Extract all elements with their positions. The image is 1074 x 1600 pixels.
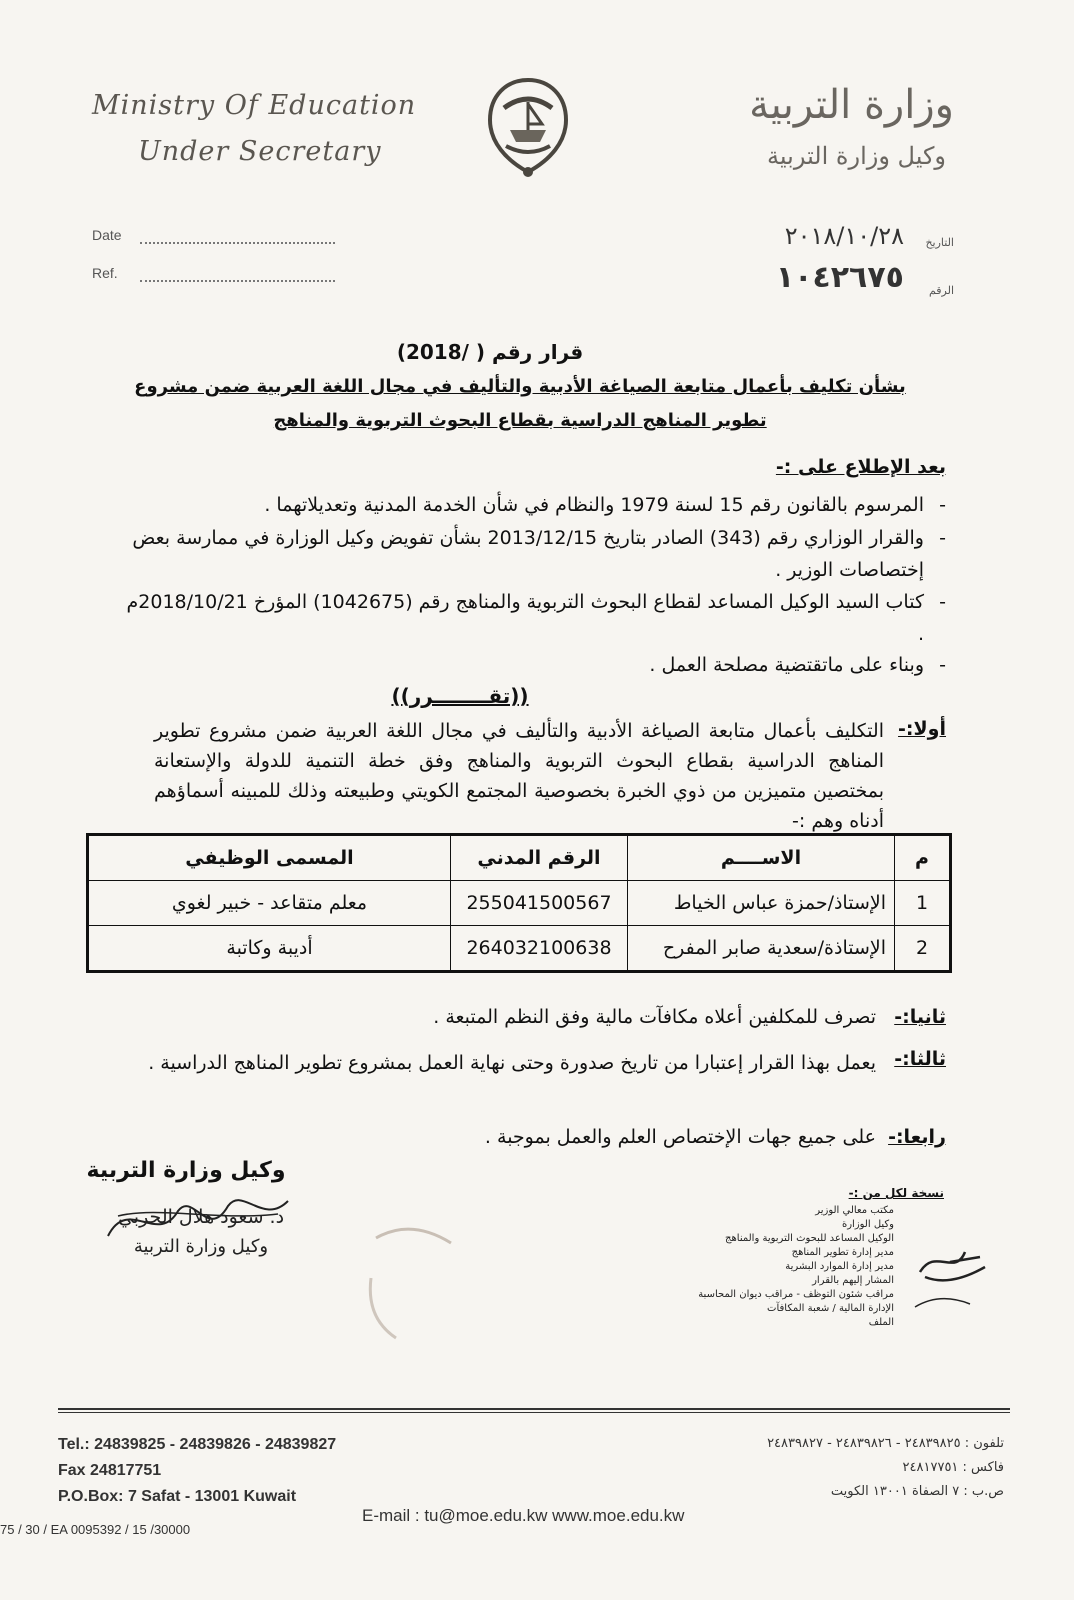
footer-divider-thin [58,1412,1010,1413]
date-label-ar: التاريخ [925,237,954,249]
table-header-row [88,835,951,881]
ref-dotted-line [140,280,335,282]
footer-pobox-en: P.O.Box: 7 Safat - 13001 Kuwait [58,1488,297,1505]
cell-job-title: معلم متقاعد - خبير لغوي [88,881,451,926]
cell-index: 1 [895,881,951,926]
list-item: مكتب معالي الوزير [815,1205,894,1216]
signatory-name: د. سعود هلال الحربي [117,1206,285,1228]
article-first-label: أولا:- [898,718,946,740]
preamble-item: - كتاب السيد الوكيل المساعد لقطاع البحوث التربوية والمناهج رقم (1042675) المؤرخ 2018/10/21م . [126,591,946,645]
preamble-item: - وبناء على ماتقتضية مصلحة العمل . [649,654,946,676]
under-secretary-en: Under Secretary [138,136,382,167]
date-label-en: Date [92,227,122,243]
decision-subject-line1: بشأن تكليف بأعمال متابعة الصياغة الأدبية والتأليف في مجال اللغة العربية ضمن مشروع [134,376,906,397]
cell-civil-id: 264032100638 [451,926,628,972]
under-secretary-ar: وكيل وزارة التربية [767,142,946,170]
decides-heading: ((تقــــــــرر)) [391,684,529,708]
col-header-civil-id: الرقم المدني [451,835,628,881]
ref-label-ar: الرقم [928,285,954,297]
faint-stamp-icon [356,1218,466,1348]
table-row [88,926,951,972]
preamble-item: - المرسوم بالقانون رقم 15 لسنة 1979 والنظام في شأن الخدمة المدنية وتعديلاتهما . [264,494,946,516]
cell-civil-id: 255041500567 [451,881,628,926]
article-third-label: ثالثا:- [894,1048,946,1070]
footer-fax-en: Fax 24817751 [58,1462,162,1479]
cell-name: الإستاذة/سعدية صابر المفرح [628,926,895,972]
ref-value: ١٠٤٢٦٧٥ [775,260,904,295]
table-row [88,881,951,926]
footer-tel-en: Tel.: 24839825 - 24839826 - 24839827 [58,1436,337,1453]
list-item: مدير إدارة تطوير المناهج [791,1247,894,1258]
form-code: 75 / 30 / EA 0095392 / 15 /30000 [0,1522,191,1537]
list-item: مدير إدارة الموارد البشرية [785,1261,894,1272]
footer-divider [58,1408,1010,1410]
copies-heading: نسخة لكل من :- [848,1186,944,1200]
list-item: الملف [868,1317,894,1328]
article-fourth-text: على جميع جهات الإختصاص العلم والعمل بموجبة . [484,1126,876,1148]
copies-list [694,1204,894,1330]
footer-fax-ar: فاكس : ٢٤٨١٧٧٥١ [902,1460,1004,1475]
article-fourth-label: رابعا:- [888,1126,946,1148]
col-header-name: الاســــم [628,835,895,881]
date-value: ٢٠١٨/١٠/٢٨ [784,222,904,250]
signatory-subtitle: وكيل وزارة التربية [133,1236,269,1257]
col-header-index: م [895,835,951,881]
article-second-label: ثانيا:- [894,1006,946,1028]
decision-subject-line2: تطوير المناهج الدراسية بقطاع البحوث التربوية والمناهج [273,410,767,431]
footer-pobox-ar: ص.ب : ٧ الصفاة ١٣٠٠١ الكويت [830,1484,1004,1499]
preamble-item: - والقرار الوزاري رقم (343) الصادر بتاريخ 2013/12/15 بشأن تفويض وكيل الوزارة في ممارسة بعض إختصاصات الوزير . [132,527,946,581]
preamble-heading: بعد الإطلاع على :- [775,456,946,478]
list-item: مراقب شئون التوظف - مراقب ديوان المحاسبة [698,1289,894,1300]
signature-title: وكيل وزارة التربية [86,1158,286,1183]
ministry-name-ar: وزارة التربية [749,82,954,128]
footer-tel-ar: تلفون : ٢٤٨٣٩٨٢٥ - ٢٤٨٣٩٨٢٦ - ٢٤٨٣٩٨٢٧ [767,1436,1004,1451]
list-item: وكيل الوزارة [841,1219,894,1230]
col-header-job-title: المسمى الوظيفي [88,835,451,881]
initials-scribble-icon [910,1232,1000,1312]
cell-job-title: أديبة وكاتبة [88,926,451,972]
footer-email: E-mail : tu@moe.edu.kw www.moe.edu.kw [362,1506,685,1525]
decision-number: قرار رقم ( /2018) [396,340,584,364]
ministry-name-en: Ministry Of Education [92,90,417,121]
article-third-text: يعمل بهذا القرار إعتبارا من تاريخ صدورة وحتى نهاية العمل بمشروع تطوير المناهج الدراسية . [148,1052,876,1074]
date-dotted-line [140,242,335,244]
ref-label-en: Ref. [92,265,118,281]
article-first-text: التكليف بأعمال متابعة الصياغة الأدبية والتأليف في مجال اللغة العربية ضمن مشروع تطوير المناهج الدراسية بقطاع البحوث التربوية والمناهج وفق خطة التنمية للدولة والإستعانة بمختصين متميزين من ذوي الخبرة بخصوصية المجتمع الكويتي وطبيعته وذلك للمبينه أسماؤهم أدناه وهم :- [154,720,884,832]
cell-name: الإستاذ/حمزة عباس الخياط [628,881,895,926]
list-item: الوكيل المساعد للبحوث التربوية والمناهج [725,1233,894,1244]
cell-index: 2 [895,926,951,972]
kuwait-emblem-icon [480,72,576,182]
assignees-table [86,833,952,973]
list-item: الإدارة المالية / شعبة المكافآت [767,1303,894,1314]
list-item: المشار إليهم بالقرار [812,1275,894,1286]
article-second-text: تصرف للمكلفين أعلاه مكافآت مالية وفق النظم المتبعة . [433,1006,876,1028]
